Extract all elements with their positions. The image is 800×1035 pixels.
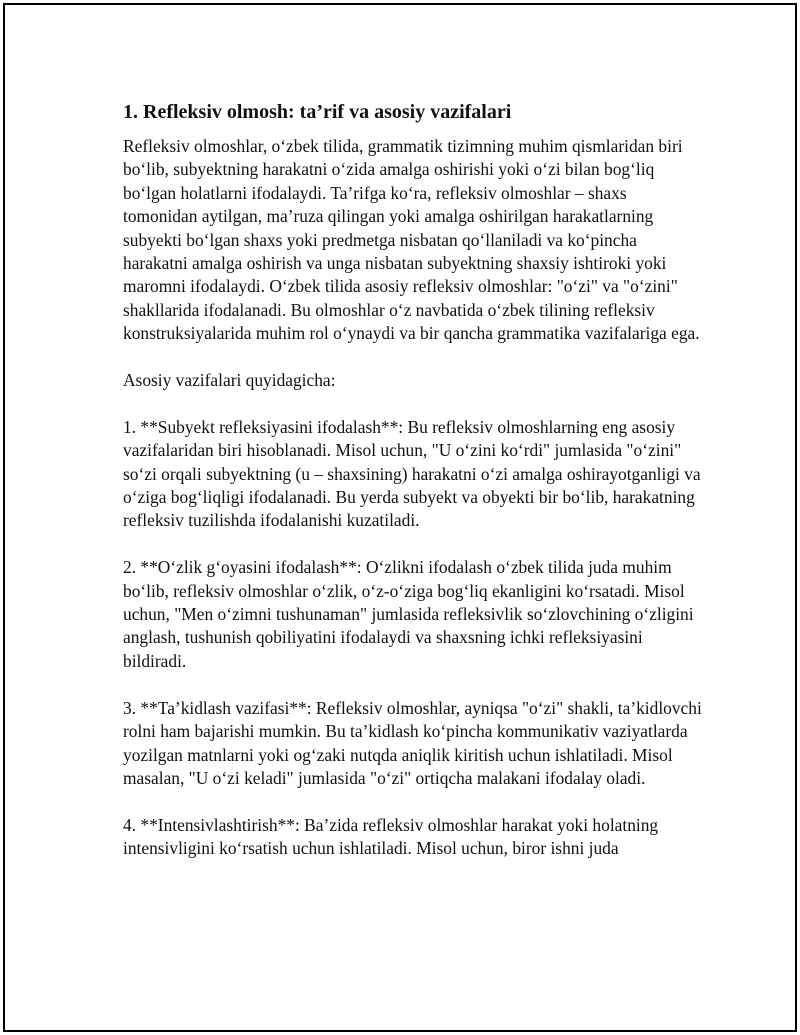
paragraph-functions-intro: Asosiy vazifalari quyidagicha: [123, 370, 336, 391]
paragraph-function-4: 4. **Intensivlashtirish**: Ba’zida refleksiv olmoshlar harakat yoki holatning intensivligini ko‘rsatish uchun ishlatiladi. Misol uchun, biror ishni juda [123, 814, 659, 859]
document-body [123, 100, 703, 884]
paragraph-function-3: 3. **Ta’kidlash vazifasi**: Refleksiv olmoshlar, ayniqsa "o‘zi" shakli, ta’kidlovchi rolni ham bajarishi mumkin. Bu ta’kidlash ko‘pincha kommunikativ vaziyatlarda yozilgan matnlarni yoki og‘zaki nutqda aniqlik kiritish uchun ishlatiladi. Misol masalan, "U o‘zi keladi" jumlasida "o‘zi" ortiqcha malakani ifodalay oladi. [123, 697, 702, 788]
paragraph-function-1: 1. **Subyekt refleksiyasini ifodalash**: Bu refleksiv olmoshlarning eng asosiy vazifalaridan biri hisoblanadi. Misol uchun, "U o‘zini ko‘rdi" jumlasida "o‘zini" so‘zi orqali subyektning (u – shaxsining) harakatni o‘zi amalga oshirayotganligi va o‘ziga bog‘liqligi ifodalanadi. Bu yerda subyekt va obyekti bir bo‘lib, harakatning refleksiv tuzilishda ifodalanishi kuzatiladi. [123, 416, 701, 531]
section-heading: 1. Refleksiv olmosh: ta’rif va asosiy vazifalari [123, 101, 512, 123]
paragraph-function-2: 2. **O‘zlik g‘oyasini ifodalash**: O‘zlikni ifodalash o‘zbek tilida juda muhim bo‘lib, refleksiv olmoshlar o‘zlik, o‘z-o‘ziga bog‘liq ekanligini ko‘rsatadi. Misol uchun, "Men o‘zimni tushunaman" jumlasida refleksivlik so‘zlovchining o‘zligini anglash, tushunish qobiliyatini ifodalaydi va shaxsning ichki refleksiyasini bildiradi. [123, 557, 694, 671]
page-frame [3, 3, 797, 1032]
paragraph-definition: Refleksiv olmoshlar, o‘zbek tilida, grammatik tizimning muhim qismlaridan biri bo‘lib, subyektning harakatni o‘zida amalga oshirishi yoki o‘zi bilan bog‘liq bo‘lgan holatlarni ifodalaydi. Ta’rifga ko‘ra, refleksiv olmoshlar – shaxs tomonidan aytilgan, ma’ruza qilingan yoki amalga oshirilgan harakatlarning subyekti bo‘lgan shaxs yoki predmetga nisbatan qo‘llaniladi va ko‘pincha harakatni amalga oshirish va unga nisbatan subyektning shaxsiy ishtiroki yoki maromni ifodalaydi. O‘zbek tilida asosiy refleksiv olmoshlar: "o‘zi" va "o‘zini" shakllarida ifodalanadi. Bu olmoshlar o‘z navbatida o‘zbek tilining refleksiv konstruksiyalarida muhim rol o‘ynaydi va bir qancha grammatika vazifalariga ega. [123, 136, 700, 344]
